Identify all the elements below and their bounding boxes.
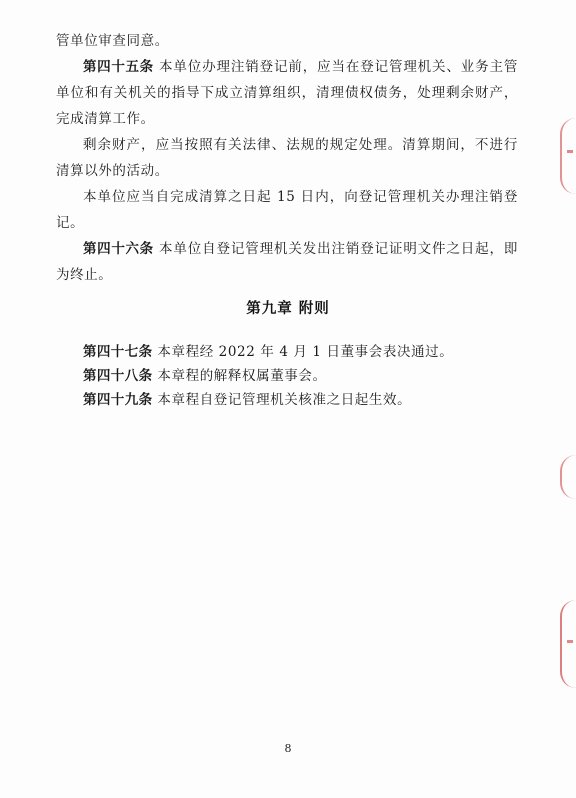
seal-fragment — [567, 150, 573, 153]
article-text: 本章程经 2022 年 4 月 1 日董事会表决通过。 — [152, 344, 454, 360]
article-text: 本章程自登记管理机关核准之日起生效。 — [152, 392, 412, 408]
article-49 — [56, 388, 518, 412]
article-label: 第四十七条 — [83, 344, 153, 360]
article-label: 第四十六条 — [83, 241, 154, 257]
seal-fragment — [560, 118, 576, 194]
paragraph-text: 本单位应当自完成清算之日起 15 日内，向登记管理机关办理注销登记。 — [56, 189, 518, 231]
body-text — [56, 28, 518, 288]
article-label: 第四十八条 — [83, 368, 153, 384]
article-46 — [56, 236, 518, 288]
paragraph-remaining-assets — [56, 132, 518, 184]
paragraph-continuation — [56, 28, 518, 54]
article-48 — [56, 364, 518, 388]
seal-fragment — [560, 455, 576, 499]
article-label: 第四十九条 — [83, 392, 153, 408]
article-text: 本章程的解释权属董事会。 — [152, 368, 327, 384]
paragraph-text: 剩余财产，应当按照有关法律、法规的规定处理。清算期间，不进行清算以外的活动。 — [56, 137, 518, 179]
article-label: 第四十五条 — [83, 59, 154, 75]
article-text: 本单位自登记管理机关发出注销登记证明文件之日起，即为终止。 — [56, 241, 519, 283]
article-45 — [56, 54, 518, 132]
article-text: 本单位办理注销登记前，应当在登记管理机关、业务主管单位和有关机关的指导下成立清算组织，清理债权债务，处理剩余财产，完成清算工作。 — [56, 59, 519, 127]
paragraph-text: 管单位审查同意。 — [56, 33, 169, 49]
page-number: 8 — [284, 742, 292, 755]
article-47 — [56, 340, 518, 364]
seal-fragment — [560, 600, 576, 688]
chapter-title: 第九章 附则 — [246, 301, 330, 317]
seal-fragment — [567, 640, 573, 643]
paragraph-deregistration — [56, 184, 518, 236]
appendix-articles — [56, 340, 518, 412]
